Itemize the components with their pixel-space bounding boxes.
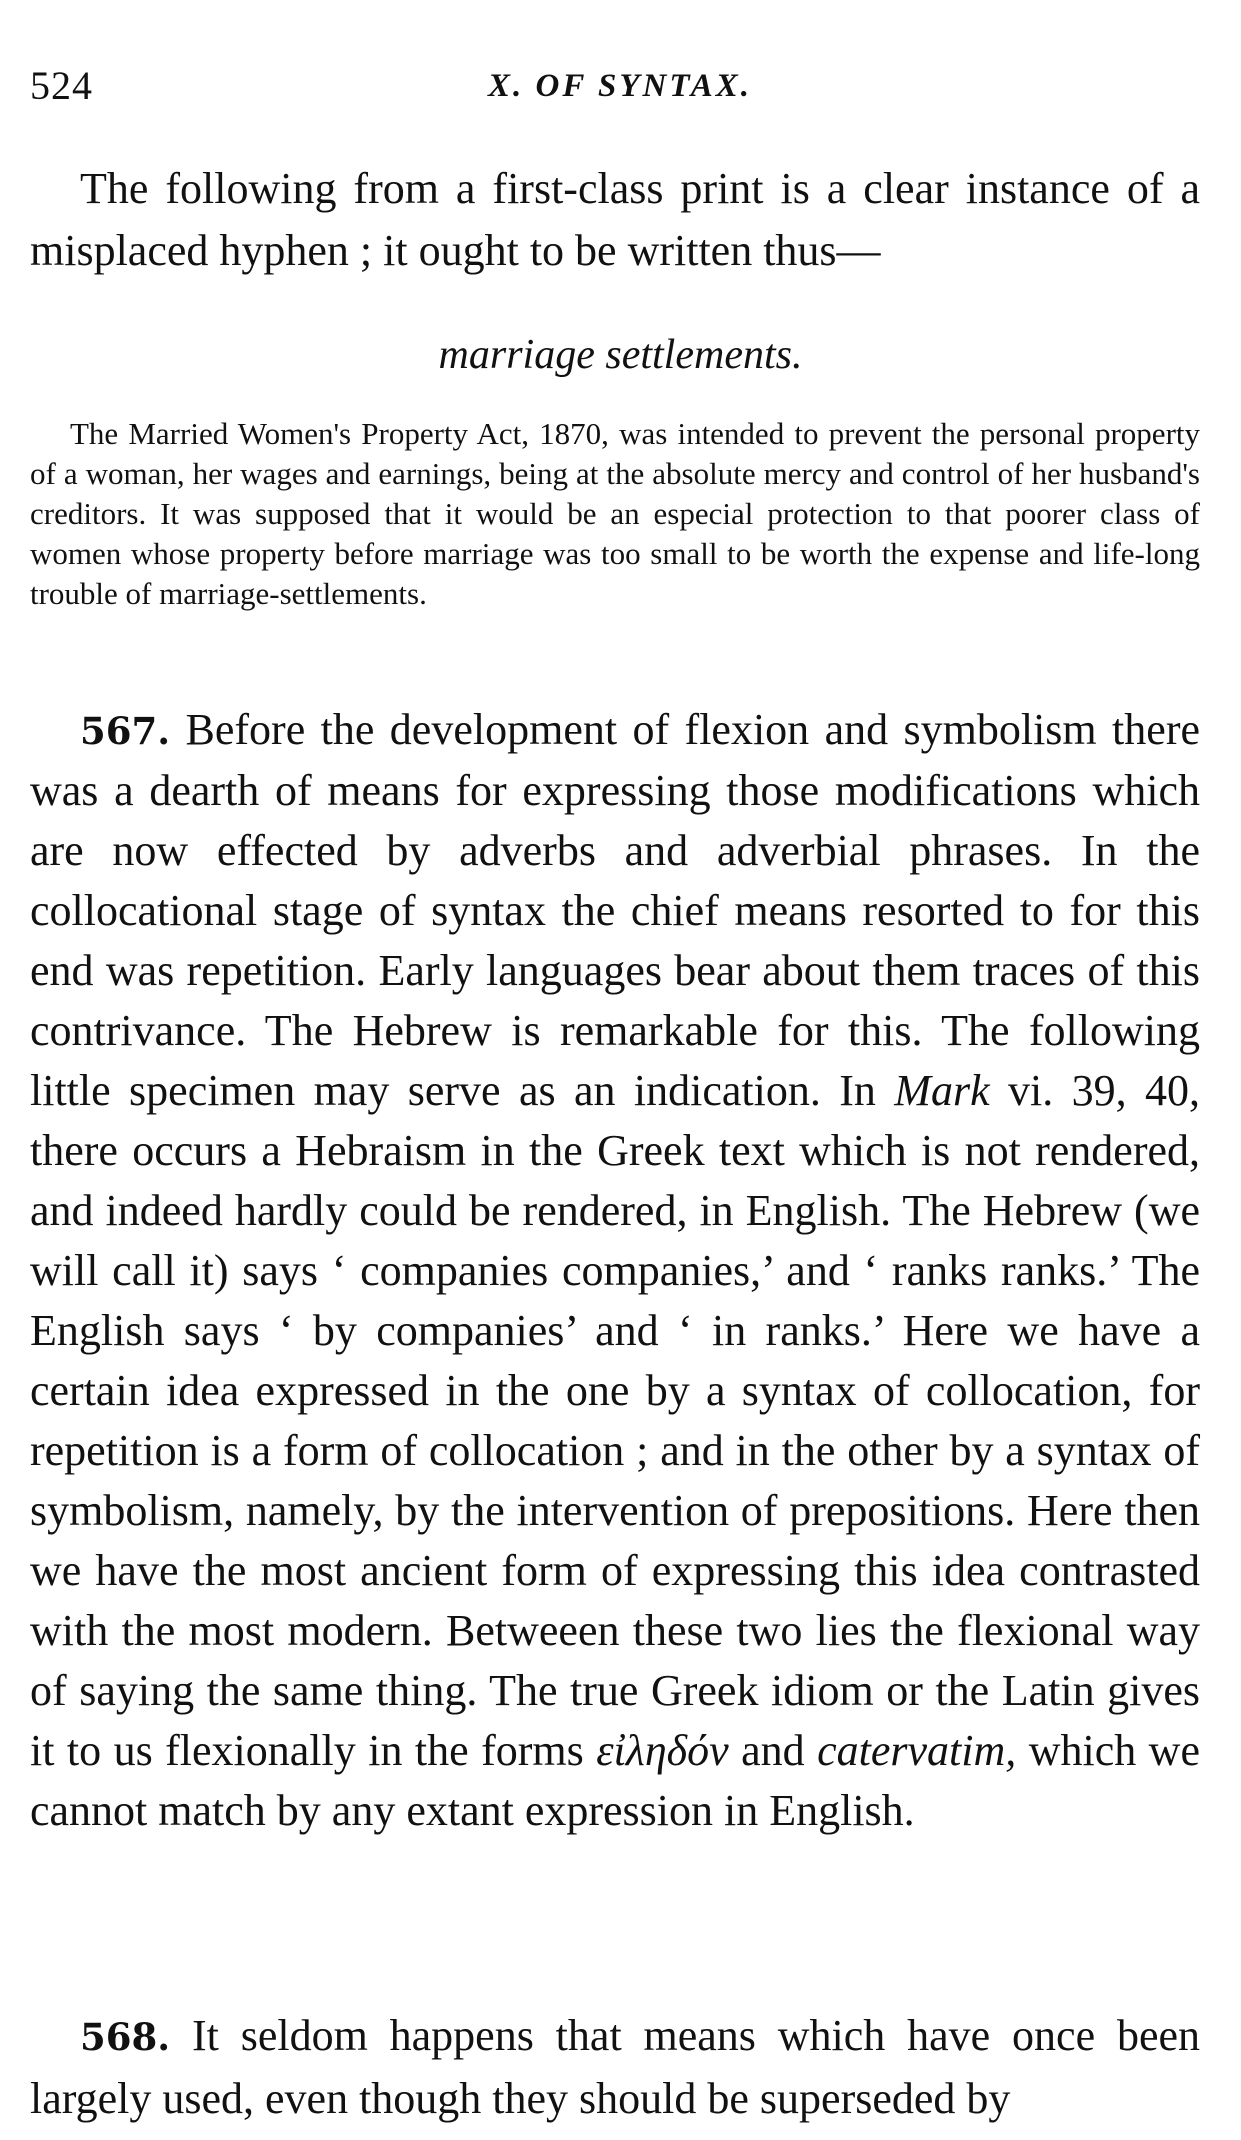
example-phrase: marriage settlements. [438,332,803,378]
greek-word: εἰληδόν [596,1726,729,1775]
latin-word: catervatim, [817,1726,1017,1775]
paragraph-text: and [741,1726,805,1775]
quoted-passage: The Married Women's Property Act, 1870, was intended to prevent the personal property of a woman, her wages and earnings, being at the absolute mercy and control of her husband's creditors. It was supposed that it would be an especial protection to that poorer class of women whose property before marriage was too small to be worth the expense and life-long trouble of marriage-settlements. [30,416,1200,611]
intro-paragraph: The following from a first-class print is a clear instance of a misplaced hyphen ; it ought to be written thus— [30,164,1200,275]
running-title: X. OF SYNTAX. [488,68,752,104]
paragraph-number: 567. [80,709,171,753]
page-number: 524 [30,63,93,108]
paragraph-number: 568. [80,2015,171,2059]
mark-reference: Mark [894,1066,990,1115]
paragraph-567 [30,700,1200,1841]
paragraph-text: vi. 39, 40, there occurs a Hebraism in the Greek text which is not rendered, and indeed hardly could be rendered, in English. The Hebrew (we will call it) says ‘ companies companies,’ and ‘ ranks ranks.’ The English says ‘ by companies’ and ‘ in ranks.’ Here we have a certain idea expressed in the one by a syntax of collocation, for repetition is a form of collocation ; and in the other by a syntax of symbolism, namely, by the intervention of prepositions. Here then we have the most ancient form of expressing this idea contrasted with the most modern. Betweeen these two lies the flexional way of saying the same thing. The true Greek idiom or the Latin gives it to us flexionally in the forms [30,1066,1200,1775]
paragraph-text: which we cannot match by any extant expression in English. [30,1726,1200,1835]
paragraph-568 [30,2005,1200,2130]
paragraph-text: Before the development of flexion and symbolism there was a dearth of means for expressing those modifications which are now effected by adverbs and adverbial phrases. In the collocational stage of syntax the chief means resorted to for this end was repetition. Early languages bear about them traces of this contrivance. The Hebrew is remarkable for this. The following little specimen may serve as an indication. In [30,705,1200,1115]
page-header [30,62,1210,122]
paragraph-text: It seldom happens that means which have once been largely used, even though they should be superseded by [30,2011,1201,2123]
